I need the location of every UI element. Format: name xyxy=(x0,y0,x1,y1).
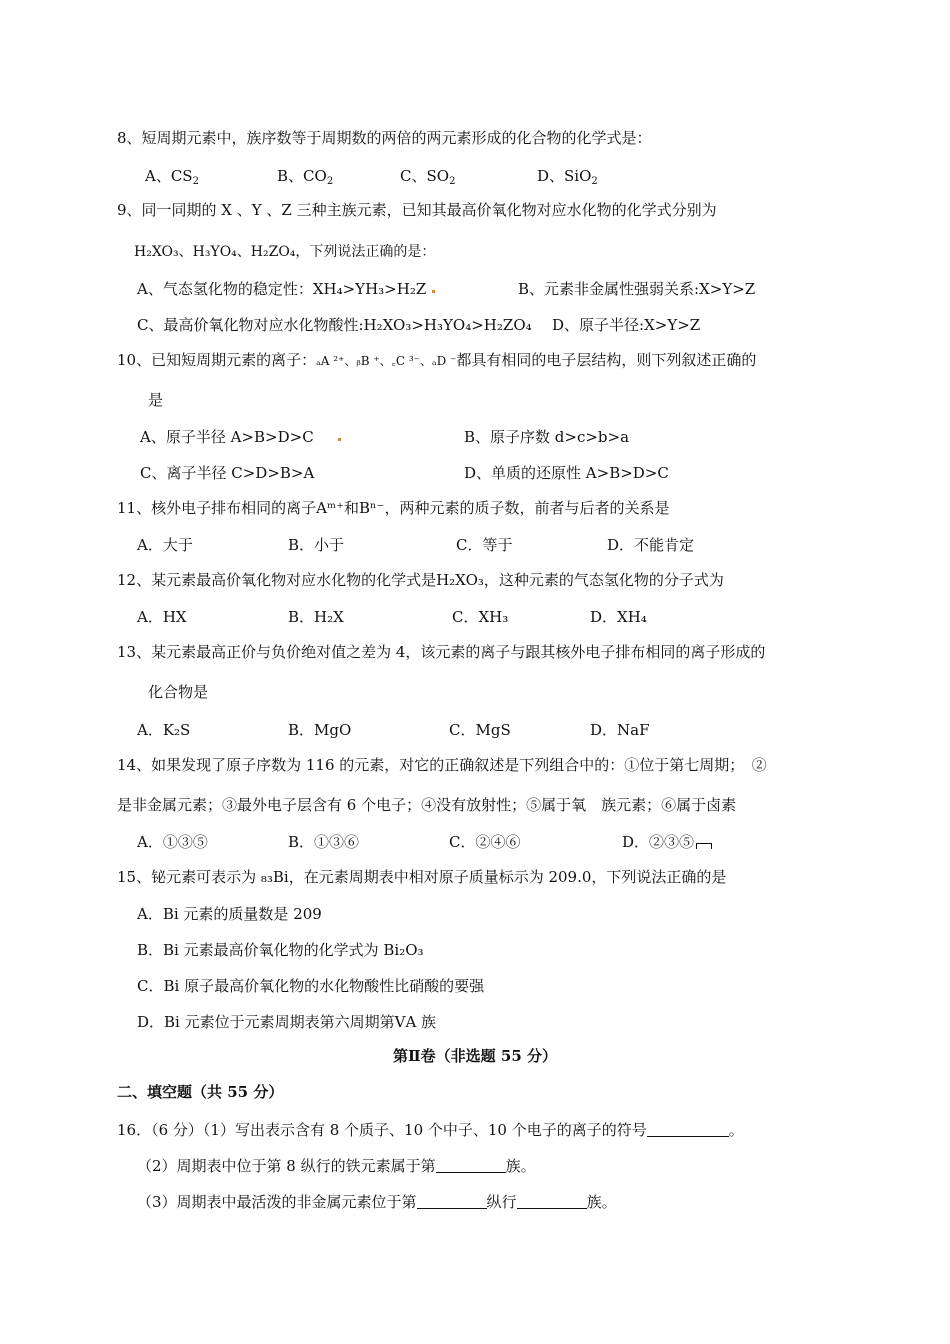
q10-stem-cont: 是 xyxy=(148,391,164,409)
q10-stem: 10、已知短周期元素的离子：ₐA ²⁺、ᵦB ⁺、꜀C ³⁻、ₐD ⁻都具有相同的电子层结构，则下列叙述正确的 xyxy=(117,351,757,369)
q9-option-b: B、元素非金属性强弱关系:X>Y>Z xyxy=(518,280,756,298)
q14-option-a: A．①③⑤ xyxy=(137,833,208,851)
q14-stem-cont: 是非金属元素；③最外电子层含有 6 个电子；④没有放射性；⑤属于氧 族元素；⑥属于卤素 xyxy=(117,796,737,814)
q8-option-a: A、$CS_2$ xyxy=(145,167,199,187)
q10-option-a: A、原子半径 A>B>D>C xyxy=(140,426,341,447)
q16-line1: 16．（6 分）（1）写出表示含有 8 个质子、10 个中子、10 个电子的离子的符号 。 xyxy=(117,1121,744,1139)
q14-option-c: C．②④⑥ xyxy=(449,833,521,851)
q8-option-d: D、SiO$_2$ xyxy=(537,167,598,187)
q8-option-b: B、$CO_2$ xyxy=(277,167,334,187)
q14-option-d: D．②③⑤ xyxy=(622,831,712,852)
q12-option-c: C．XH₃ xyxy=(452,608,509,626)
q10-option-d: D、单质的还原性 A>B>D>C xyxy=(464,464,669,482)
q15-option-c: C．Bi 原子最高价氧化物的水化物酸性比硝酸的要强 xyxy=(137,977,485,995)
q15-stem: 15、铋元素可表示为 ₈₃Bi，在元素周期表中相对原子质量标示为 209.0，下列说法正确的是 xyxy=(117,868,727,886)
q12-option-d: D．XH₄ xyxy=(590,608,647,626)
q14-stem: 14、如果发现了原子序数为 116 的元素，对它的正确叙述是下列组合中的：①位于第七周期； ② xyxy=(117,756,767,774)
q13-stem: 13、某元素最高正价与负价绝对值之差为 4，该元素的离子与跟其核外电子排布相同的离子形成的 xyxy=(117,643,766,661)
q13-option-b: B．MgO xyxy=(288,721,352,739)
mark-dot xyxy=(432,290,435,293)
q13-option-c: C．MgS xyxy=(449,721,511,739)
q9-option-a: A、气态氢化物的稳定性：XH₄>YH₃>H₂Z xyxy=(137,278,435,299)
q12-stem: 12、某元素最高价氧化物对应水化物的化学式是H₂XO₃，这种元素的气态氢化物的分子式为 xyxy=(117,571,724,589)
q9-stem: 9、同一同期的 X 、Y 、Z 三种主族元素，已知其最高价氧化物对应水化物的化学式分别为 xyxy=(117,201,717,219)
q13-option-d: D．NaF xyxy=(590,721,650,739)
section-heading: 二、填空题（共 55 分） xyxy=(117,1083,284,1101)
answer-blank-3[interactable] xyxy=(417,1193,487,1209)
q14-option-b: B．①③⑥ xyxy=(288,833,360,851)
q13-stem-cont: 化合物是 xyxy=(148,683,209,701)
q8-option-c: C、$SO_2$ xyxy=(400,167,456,187)
edit-mark xyxy=(696,843,712,849)
answer-blank-4[interactable] xyxy=(517,1193,587,1209)
q11-stem: 11、核外电子排布相同的离子Aᵐ⁺和Bⁿ⁻，两种元素的质子数，前者与后者的关系是 xyxy=(117,499,670,517)
q11-option-a: A．大于 xyxy=(137,536,193,554)
q15-option-b: B．Bi 元素最高价氧化物的化学式为 Bi₂O₃ xyxy=(137,941,424,959)
q11-option-b: B．小于 xyxy=(288,536,345,554)
q9-formulas: H₂XO₃、H₃YO₄、H₂ZO₄，下列说法正确的是： xyxy=(134,244,436,260)
q11-option-d: D．不能肯定 xyxy=(607,536,695,554)
q11-option-c: C．等于 xyxy=(456,536,513,554)
q10-option-b: B、原子序数 d>c>b>a xyxy=(464,428,630,446)
q12-option-b: B．H₂X xyxy=(288,608,344,626)
q9-option-c: C、最高价氧化物对应水化物酸性:H₂XO₃>H₃YO₄>H₂ZO₄ xyxy=(137,316,532,334)
q15-option-a: A．Bi 元素的质量数是 209 xyxy=(137,905,322,923)
answer-blank-1[interactable] xyxy=(647,1121,729,1137)
q10-option-c: C、离子半径 C>D>B>A xyxy=(140,464,315,482)
q8-stem: 8、短周期元素中，族序数等于周期数的两倍的两元素形成的化合物的化学式是： xyxy=(117,129,652,147)
q16-line2: （2）周期表中位于第 8 纵行的铁元素属于第 族。 xyxy=(137,1157,536,1175)
q12-option-a: A．HX xyxy=(137,608,187,626)
mark-dot xyxy=(338,438,341,441)
q9-option-d: D、原子半径:X>Y>Z xyxy=(552,316,701,334)
answer-blank-2[interactable] xyxy=(436,1157,506,1173)
section-title: 第Ⅱ卷（非选题 55 分） xyxy=(393,1047,557,1065)
q16-line3: （3）周期表中最活泼的非金属元素位于第 纵行 族。 xyxy=(137,1193,617,1211)
q15-option-d: D．Bi 元素位于元素周期表第六周期第ⅤA 族 xyxy=(137,1013,437,1031)
q13-option-a: A．K₂S xyxy=(137,721,191,739)
